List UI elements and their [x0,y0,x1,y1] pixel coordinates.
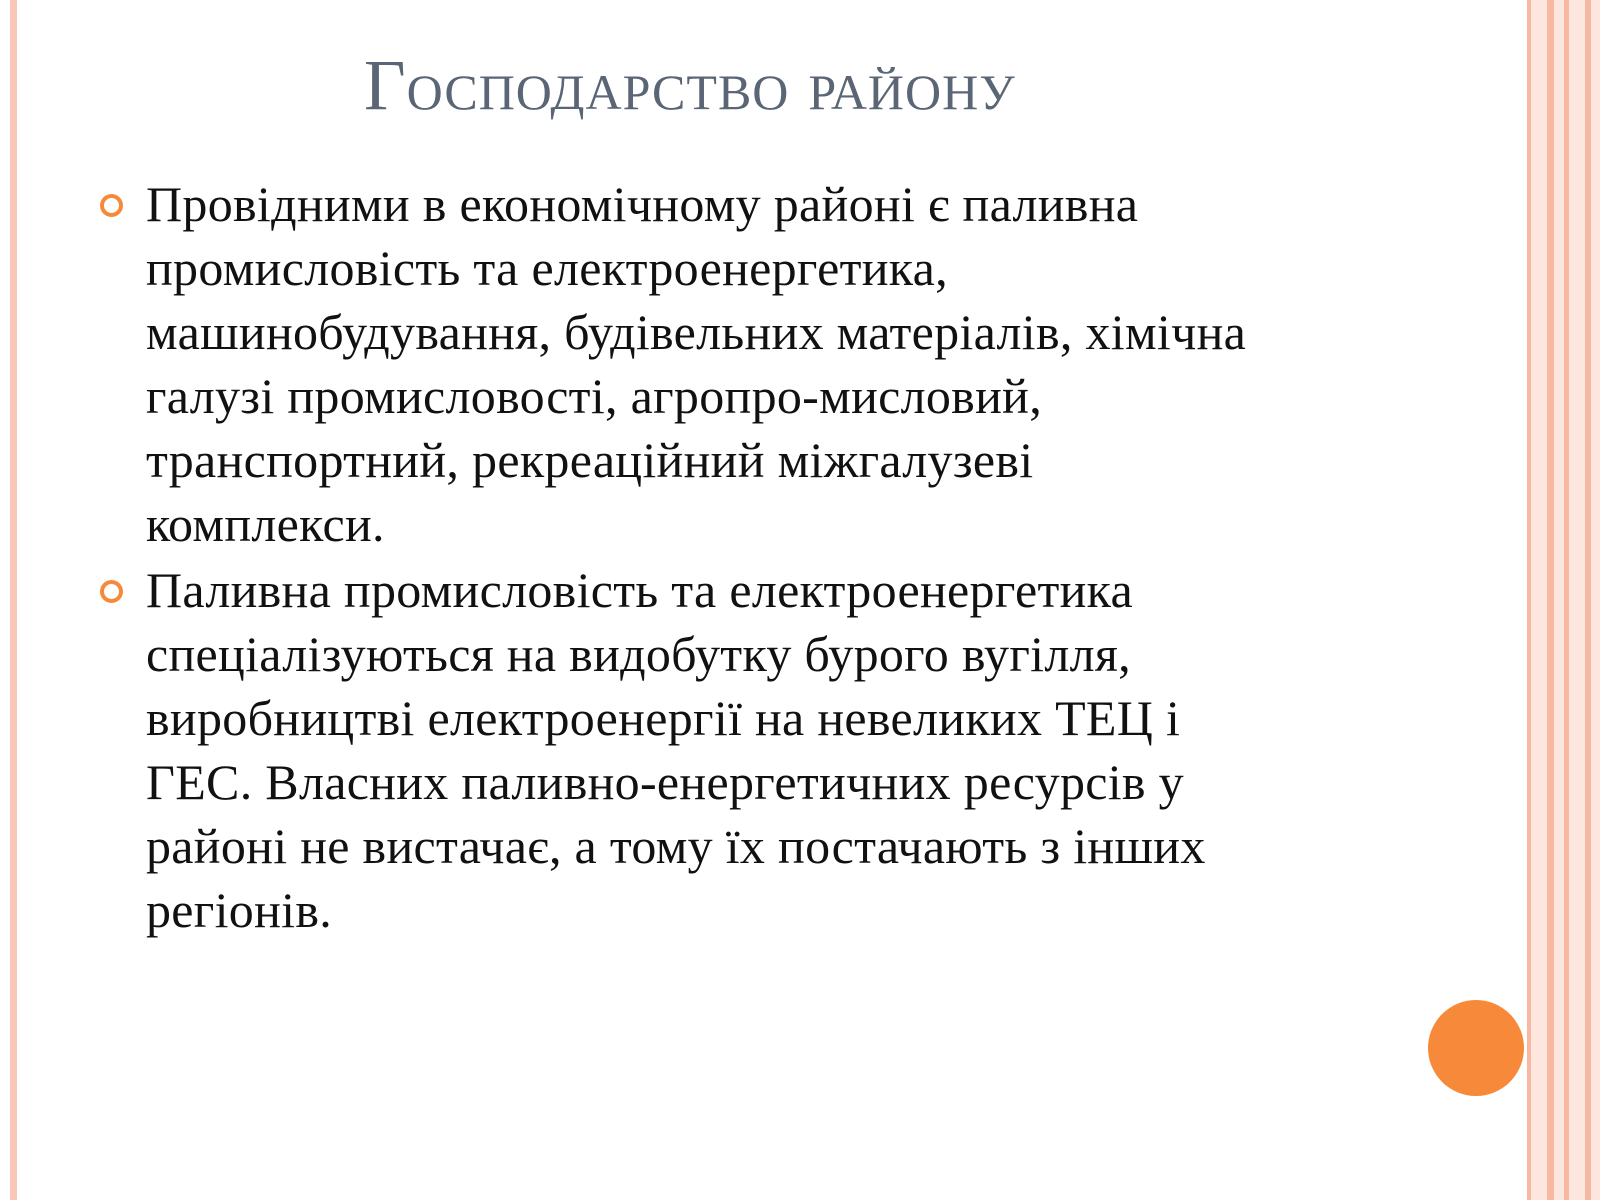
right-decorative-stripe [1547,0,1554,1200]
right-decorative-band [1554,0,1564,1200]
bullet-item [100,172,1500,556]
text-line: Паливна промисловість та електроенергетика [146,562,1134,618]
bullet-item [100,558,1500,942]
text-line: комплекси. [146,496,385,552]
text-line: регіонів. [146,882,333,938]
orange-circle-icon [1428,1000,1524,1096]
slide-title: Господарство району [364,45,1016,125]
text-line: промисловість та електроенергетика, [146,240,948,296]
right-decorative-stripe [1585,0,1591,1200]
text-line: виробництві електроенергії на невеликих ТЕЦ і [146,690,1181,746]
left-decorative-stripe [10,0,17,1200]
bullet-text [146,558,1500,942]
text-line: Провідними в економічному районі є паливна [146,176,1139,232]
text-line: ГЕС. Власних паливно-енергетичних ресурсів у [146,754,1184,810]
bullet-list [100,172,1500,944]
right-decorative-band [1531,0,1547,1200]
text-line: транспортний, рекреаційний міжгалузеві [146,432,1034,488]
ring-bullet-icon [100,580,123,603]
text-line: машинобудування, будівельних матеріалів, хімічна [146,304,1247,360]
text-line: галузі промисловості, агропро-мисловий, [146,368,1043,424]
ring-bullet-icon [100,194,123,217]
bullet-text [146,172,1500,556]
text-line: спеціалізуються на видобутку бурого вугілля, [146,626,1131,682]
text-line: районі не вистачає, а тому їх постачають з інших [146,818,1206,874]
